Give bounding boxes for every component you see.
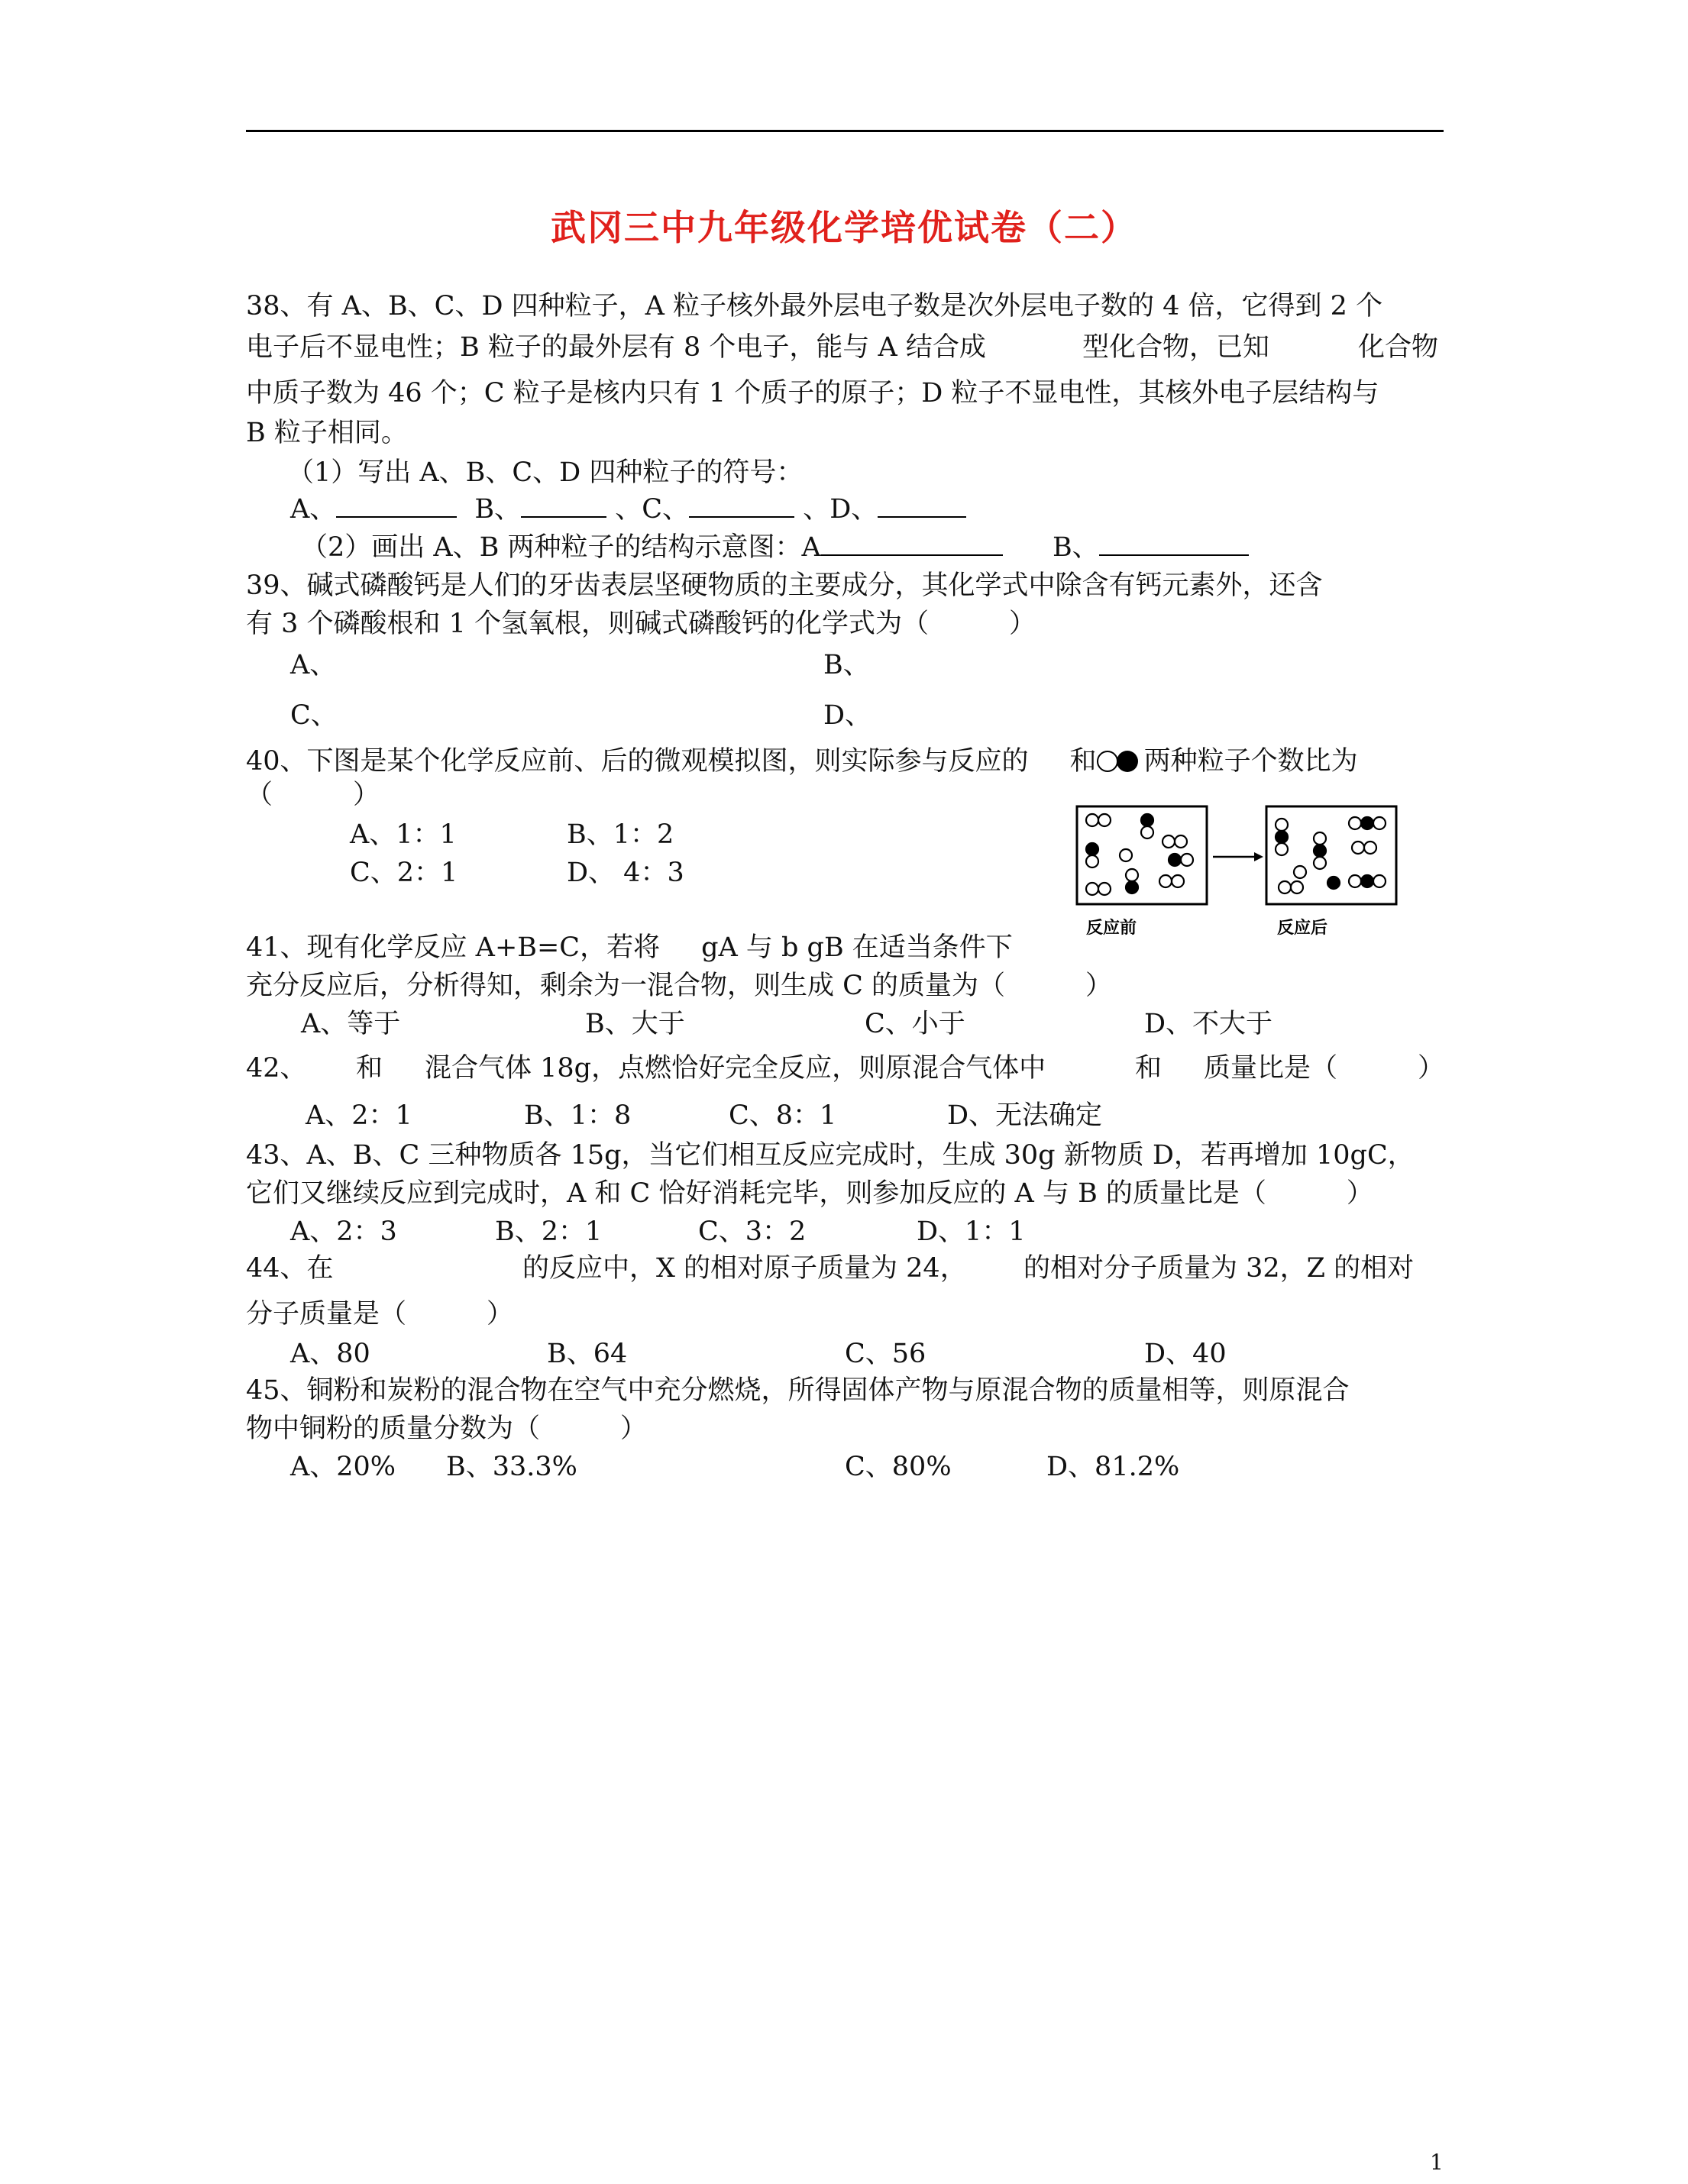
q39-option-a: A、	[290, 650, 337, 680]
q39-option-b: B、	[823, 650, 870, 680]
q43-line1: 43、A、B、C 三种物质各 15g，当它们相互反应完成时，生成 30g 新物质 D，若再增加 10gC，	[246, 1140, 1415, 1171]
q44-option-d: D、40	[1144, 1339, 1227, 1369]
q45-line1: 45、铜粉和炭粉的混合物在空气中充分燃烧，所得固体产物与原混合物的质量相等，则原混合	[246, 1375, 1350, 1406]
q39-option-d: D、	[823, 700, 872, 731]
q45-option-a: A、20%	[290, 1452, 396, 1482]
top-rule	[246, 130, 1444, 132]
q41-line1	[246, 932, 1013, 964]
black-atom-icon	[1117, 751, 1138, 772]
q42-line1a: 42、	[246, 1053, 307, 1084]
q38-sub2-a-blank	[821, 531, 1003, 556]
page-number: 1	[1430, 2150, 1444, 2175]
reaction-diagram	[1071, 802, 1407, 943]
q38-c-blank	[689, 493, 794, 518]
q40-line1-text: 40、下图是某个化学反应前、后的微观模拟图，则实际参与反应的	[246, 746, 1029, 777]
q41-line2: 充分反应后，分析得知，剩余为一混合物，则生成 C 的质量为（ ）	[246, 971, 1113, 1001]
q43-option-b: B、2：1	[495, 1216, 603, 1247]
q38-line1: 38、有 A、B、C、D 四种粒子，A 粒子核外最外层电子数是次外层电子数的 4 倍，它得到 2 个	[246, 291, 1383, 321]
q44-option-a: A、80	[290, 1339, 370, 1369]
q43-option-d: D、1：1	[917, 1216, 1026, 1247]
q42-option-c: C、8：1	[729, 1100, 837, 1131]
before-label: 反应前	[1086, 918, 1137, 937]
q38-line2c: 化合物	[1358, 332, 1439, 363]
after-label: 反应后	[1277, 918, 1328, 937]
q44-line2: 分子质量是（ ）	[246, 1299, 514, 1329]
q41-option-d: D、不大于	[1144, 1009, 1273, 1039]
q38-d-label: 、D、	[803, 494, 878, 525]
q41-option-a: A、等于	[301, 1009, 401, 1039]
q42-option-d: D、无法确定	[947, 1100, 1103, 1131]
q45-option-d: D、81.2%	[1046, 1452, 1180, 1482]
q38-b-blank	[521, 493, 606, 518]
q41-option-b: B、大于	[585, 1009, 685, 1039]
q38-line2a: 电子后不显电性；B 粒子的最外层有 8 个电子，能与 A 结合成	[246, 332, 986, 363]
q42-line1c: 混合气体 18g，点燃恰好完全反应，则原混合气体中	[425, 1053, 1046, 1084]
q38-sub2-b-blank	[1099, 531, 1249, 556]
q38-c-label: 、C、	[615, 494, 690, 525]
q42-option-b: B、1：8	[524, 1100, 632, 1131]
q38-sub2-b-label: B、	[1052, 532, 1099, 563]
q40-option-a: A、1：1	[350, 819, 457, 850]
q42-line1e: 质量比是（ ）	[1204, 1053, 1445, 1084]
q44-option-b: B、64	[547, 1339, 628, 1369]
q39-option-c: C、	[290, 700, 338, 731]
q42-line1b: 和	[356, 1053, 383, 1084]
q41-line1-text: 41、现有化学反应 A+B=C，若将	[246, 932, 661, 963]
q45-option-c: C、80%	[845, 1452, 952, 1482]
q40-line1	[246, 745, 1358, 777]
q38-line4: B 粒子相同。	[246, 418, 408, 448]
q44-line1a: 44、在	[246, 1253, 334, 1284]
q40-option-c: C、2：1	[350, 858, 458, 888]
q38-sub2	[301, 531, 1249, 564]
q38-sub2-text: （2）画出 A、B 两种粒子的结构示意图：A	[301, 532, 821, 563]
q38-d-blank	[878, 493, 966, 518]
q41-option-c: C、小于	[865, 1009, 965, 1039]
page-title: 武冈三中九年级化学培优试卷（二）	[551, 207, 1137, 248]
q45-line2: 物中铜粉的质量分数为（ ）	[246, 1413, 648, 1444]
q43-line2: 它们又继续反应到完成时，A 和 C 恰好消耗完毕，则参加反应的 A 与 B 的质量比是（ ）	[246, 1178, 1373, 1209]
q40-and: 和	[1069, 746, 1097, 777]
q38-answers	[290, 493, 966, 525]
q42-line1d: 和	[1135, 1053, 1163, 1084]
q40-option-d: D、 4：3	[567, 858, 684, 888]
q38-line3: 中质子数为 46 个；C 粒子是核内只有 1 个质子的原子；D 粒子不显电性，其核外电子层结构与	[246, 378, 1379, 409]
q41-line1-cont: gA 与 b gB 在适当条件下	[701, 932, 1013, 963]
q39-line2: 有 3 个磷酸根和 1 个氢氧根，则碱式磷酸钙的化学式为（ ）	[246, 609, 1036, 639]
q38-line2b: 型化合物，已知	[1082, 332, 1270, 363]
q40-line2: （ ）	[246, 780, 380, 810]
white-atom-icon	[1097, 751, 1118, 772]
q40-line1-end: 两种粒子个数比为	[1143, 746, 1358, 777]
q39-line1: 39、碱式磷酸钙是人们的牙齿表层坚硬物质的主要成分，其化学式中除含有钙元素外，还含	[246, 570, 1323, 601]
q42-option-a: A、2：1	[306, 1100, 412, 1131]
q44-option-c: C、56	[845, 1339, 926, 1369]
q38-b-label: B、	[474, 494, 522, 525]
q38-a-label: A、	[290, 494, 337, 525]
q43-option-c: C、3：2	[698, 1216, 807, 1247]
q40-option-b: B、1：2	[567, 819, 674, 850]
q38-sub1: （1）写出 A、B、C、D 四种粒子的符号：	[287, 457, 804, 488]
arrow-icon	[1213, 852, 1263, 861]
q45-option-b: B、33.3%	[446, 1452, 577, 1482]
q44-line1b: 的反应中，X 的相对原子质量为 24，	[522, 1253, 967, 1284]
q44-line1c: 的相对分子质量为 32，Z 的相对	[1023, 1253, 1415, 1284]
q38-a-blank	[336, 493, 457, 518]
q43-option-a: A、2：3	[290, 1216, 397, 1247]
